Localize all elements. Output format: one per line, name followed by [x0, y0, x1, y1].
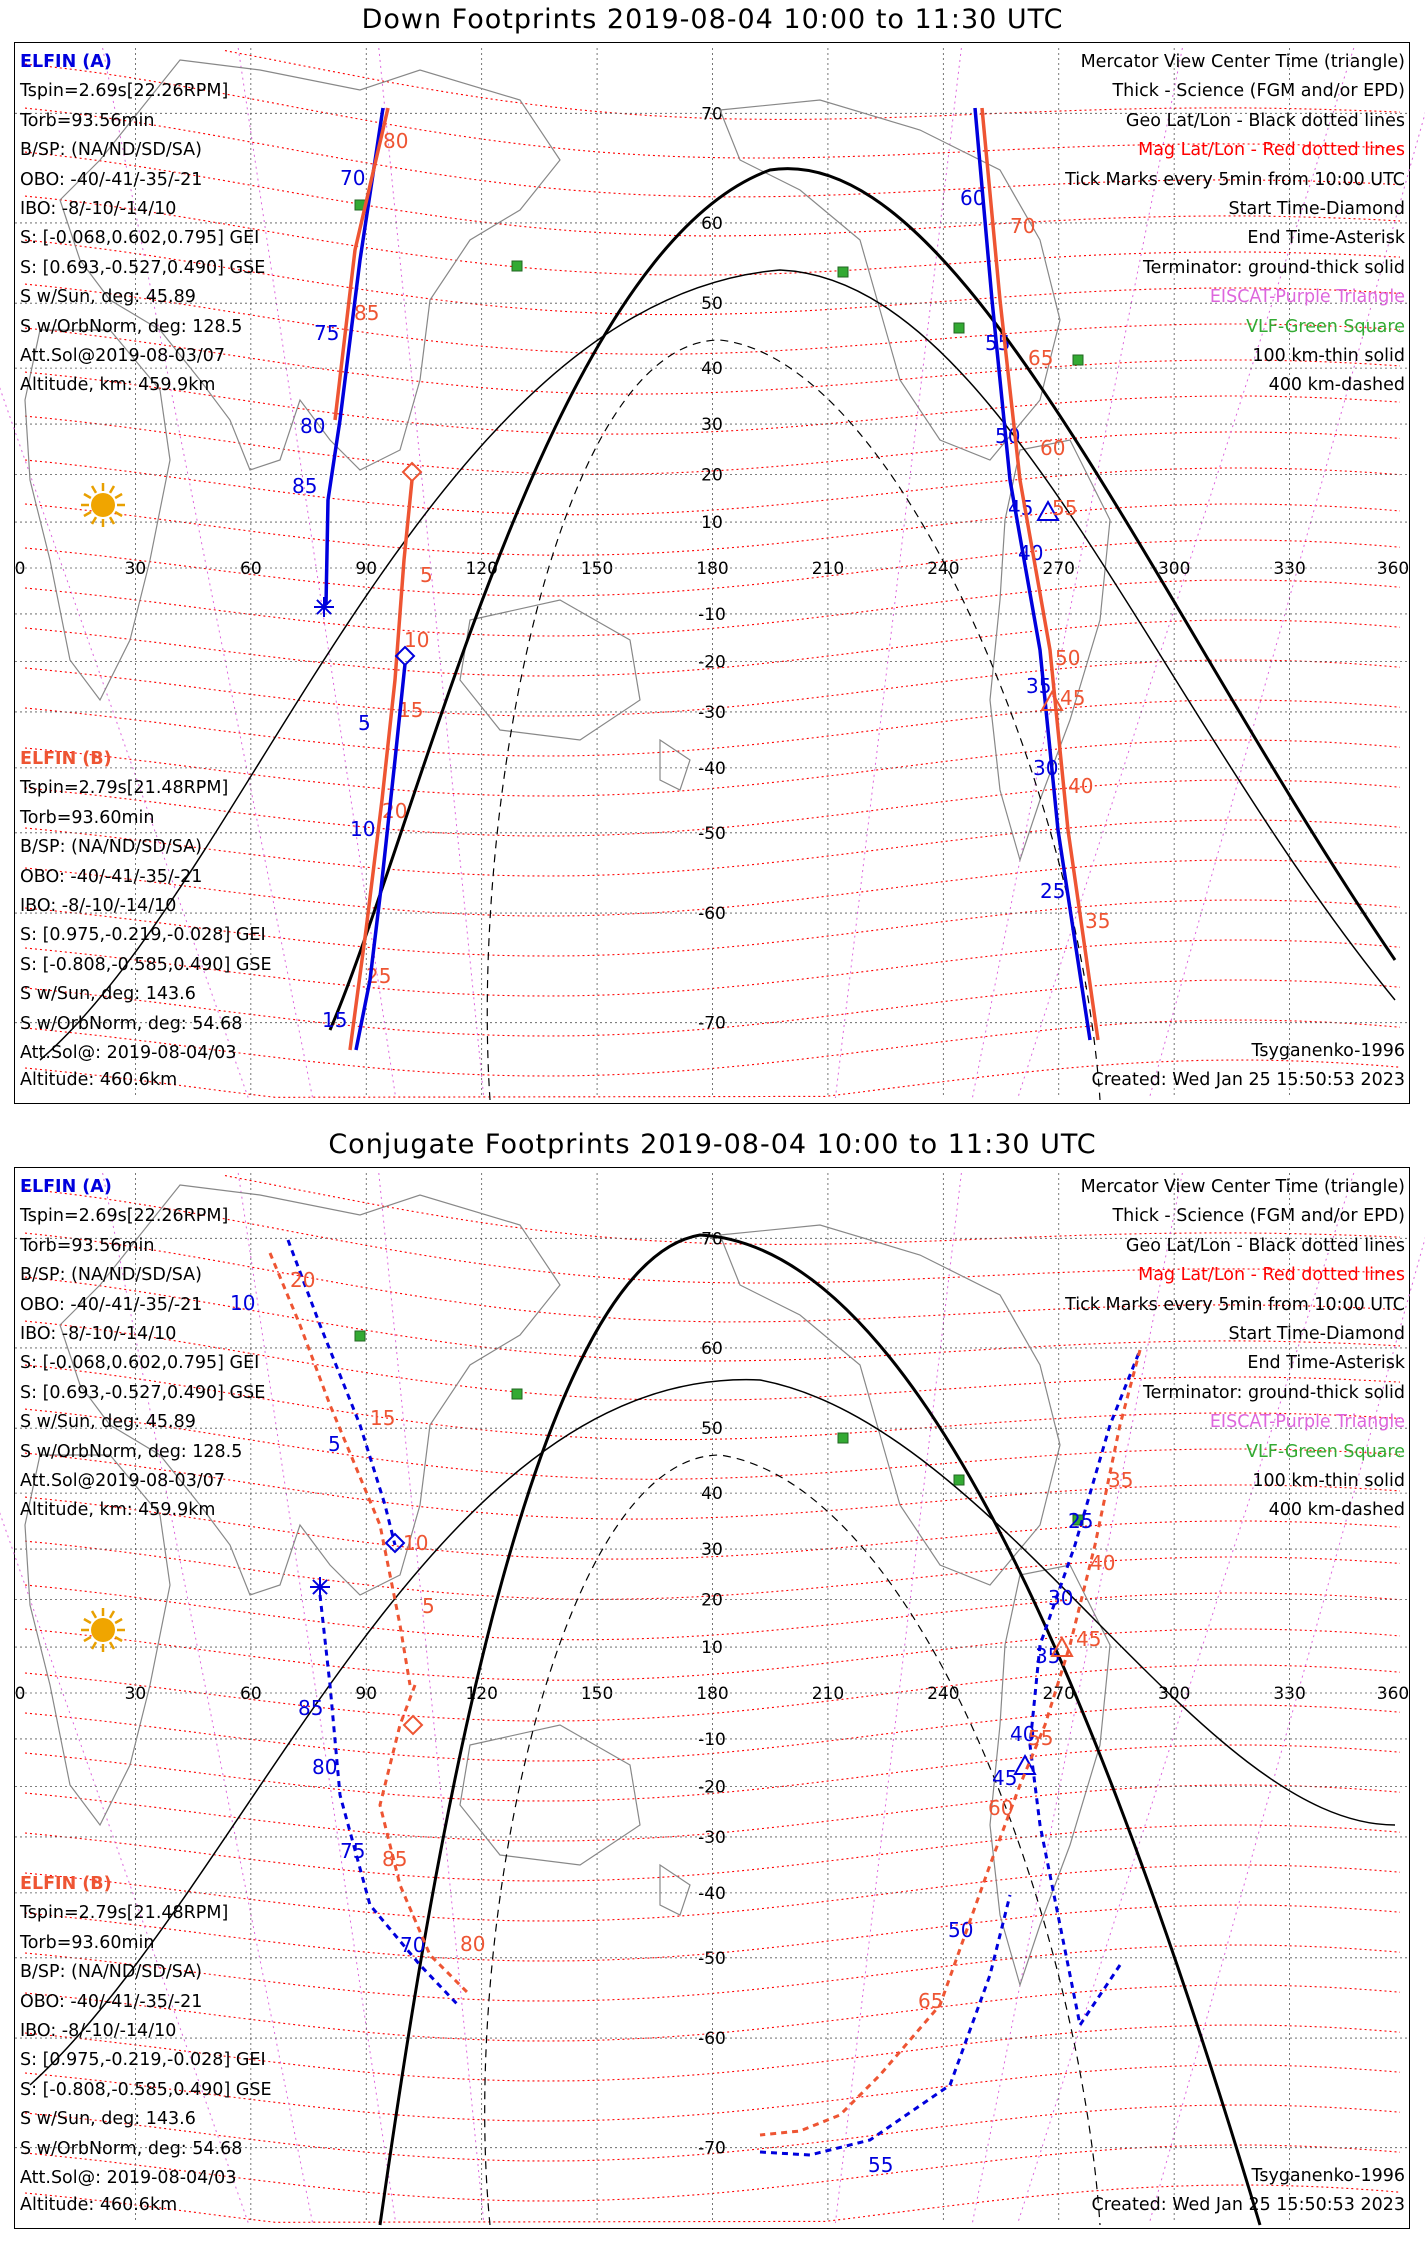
elfin-b-attsol: Att.Sol@: 2019-08-04/03 — [20, 2168, 237, 2189]
lon-tick-label: 90 — [355, 559, 378, 579]
vlf-square — [355, 1331, 365, 1341]
legend-100km: 100 km-thin solid — [1252, 346, 1405, 367]
lat-tick-label: -60 — [698, 904, 726, 925]
lon-tick-label: 330 — [1273, 559, 1306, 579]
elfin-a-tick-label: 30 — [1033, 756, 1059, 780]
lat-tick-label: 70 — [701, 104, 723, 125]
elfin-a-tick-label: 75 — [340, 1839, 366, 1863]
elfin-b-torb: Torb=93.60min — [20, 1932, 155, 1953]
elfin-a-bsp: B/SP: (NA/ND/SD/SA) — [20, 140, 202, 161]
elfin-a-tick-label: 75 — [314, 321, 340, 345]
sun-icon — [81, 1608, 125, 1652]
elfin-b-gse: S: [-0.808,-0.585,0.490] GSE — [20, 2079, 272, 2100]
elfin-a-tick-label: 55 — [985, 331, 1011, 355]
lat-tick-label: -40 — [698, 1883, 726, 1904]
coastline — [720, 1225, 1060, 1585]
legend — [1065, 1173, 1405, 1526]
lon-tick-label: 360 — [1376, 559, 1410, 579]
elfin-a-tspin: Tspin=2.69s[22.26RPM] — [20, 81, 229, 102]
legend-mag-grid: Mag Lat/Lon - Red dotted lines — [1138, 140, 1405, 161]
elfin-b-tick-label: 15 — [370, 1406, 396, 1430]
lat-tick-label: 20 — [701, 1590, 723, 1611]
elfin-a-tick-label: 70 — [400, 1933, 426, 1957]
elfin-b-tick-label: 55 — [1052, 496, 1078, 520]
elfin-b-tick-label: 45 — [1060, 686, 1086, 710]
lat-tick-label: -30 — [698, 702, 726, 723]
legend-400km: 400 km-dashed — [1268, 375, 1405, 396]
elfin-b-sun-angle: S w/Sun, deg: 143.6 — [20, 984, 196, 1005]
elfin-b-altitude: Altitude: 460.6km — [20, 1070, 178, 1090]
lon-tick-label: 120 — [465, 559, 498, 579]
elfin-b-tspin: Tspin=2.79s[21.48RPM] — [20, 778, 229, 799]
lon-tick-label: 210 — [811, 1684, 845, 1704]
lon-tick-label: 240 — [927, 1684, 960, 1704]
lat-tick-label: -70 — [698, 1013, 726, 1034]
elfin-b-header: ELFIN (B) — [20, 749, 112, 769]
elfin-b-track — [270, 1253, 410, 1685]
lat-tick-label: 10 — [701, 1638, 723, 1659]
elfin-a-info — [20, 1173, 265, 1526]
elfin-a-gse: S: [0.693,-0.527,0.490] GSE — [20, 1382, 266, 1403]
legend-geo-grid: Geo Lat/Lon - Black dotted lines — [1125, 1235, 1405, 1256]
lat-tick-label: -50 — [698, 1948, 726, 1969]
elfin-a-tick-label: 70 — [340, 166, 366, 190]
elfin-b-tick-label: 85 — [354, 301, 380, 325]
legend-400km: 400 km-dashed — [1268, 1500, 1405, 1521]
legend-tick-marks: Tick Marks every 5min from 10:00 UTC — [1065, 169, 1405, 190]
terminator-400km — [485, 1455, 1100, 2225]
lon-tick-label: 270 — [1042, 559, 1075, 579]
elfin-a-tick-label: 60 — [960, 186, 986, 210]
elfin-b-track — [335, 108, 388, 420]
elfin-a-tick-label: 25 — [1068, 1509, 1094, 1533]
elfin-b-tick-label: 10 — [403, 1531, 429, 1555]
elfin-a-ibo: IBO: -8/-10/-14/10 — [20, 1324, 177, 1345]
legend-eiscat: EISCAT-Purple Triangle — [1209, 1412, 1405, 1433]
legend-tick-marks: Tick Marks every 5min from 10:00 UTC — [1065, 1294, 1405, 1315]
elfin-b-tick-label: 25 — [366, 964, 392, 988]
elfin-b-tick-label: 40 — [1090, 1551, 1116, 1575]
elfin-a-tick-label: 80 — [312, 1755, 338, 1779]
elfin-a-tick-label: 25 — [1040, 879, 1066, 903]
elfin-a-obo: OBO: -40/-41/-35/-21 — [20, 1294, 203, 1315]
lon-tick-label: 360 — [1376, 1684, 1410, 1704]
elfin-a-tick-label: 35 — [1035, 1644, 1061, 1668]
elfin-a-orbnorm-angle: S w/OrbNorm, deg: 128.5 — [20, 1441, 243, 1462]
elfin-b-torb: Torb=93.60min — [20, 807, 155, 828]
elfin-b-attsol: Att.Sol@: 2019-08-04/03 — [20, 1043, 237, 1064]
elfin-b-tick-label: 50 — [1055, 646, 1081, 670]
elfin-b-tick-label: 35 — [1108, 1468, 1134, 1492]
elfin-a-sun-angle: S w/Sun, deg: 45.89 — [20, 287, 196, 308]
elfin-b-sun-angle: S w/Sun, deg: 143.6 — [20, 2109, 196, 2130]
elfin-b-orbnorm-angle: S w/OrbNorm, deg: 54.68 — [20, 1013, 243, 1034]
legend-thick: Thick - Science (FGM and/or EPD) — [1112, 1206, 1405, 1227]
elfin-a-gei: S: [-0.068,0.602,0.795] GEI — [20, 1353, 260, 1374]
elfin-a-tick-label: 45 — [1008, 496, 1034, 520]
vlf-square — [954, 323, 964, 333]
elfin-a-tick-label: 45 — [992, 1766, 1018, 1790]
created-timestamp: Created: Wed Jan 25 15:50:53 2023 — [1091, 1070, 1405, 1090]
elfin-b-tick-label: 85 — [382, 1847, 408, 1871]
lon-tick-label: 240 — [927, 559, 960, 579]
lat-tick-label: -20 — [698, 652, 726, 673]
legend-terminator: Terminator: ground-thick solid — [1142, 1382, 1405, 1403]
elfin-a-torb: Torb=93.56min — [20, 1235, 155, 1256]
elfin-b-altitude: Altitude: 460.6km — [20, 2195, 178, 2215]
lat-tick-label: -70 — [698, 2138, 726, 2159]
elfin-a-tick-label: 85 — [292, 474, 318, 498]
elfin-b-tick-label: 5 — [420, 563, 433, 587]
elfin-b-tick-label: 60 — [988, 1796, 1014, 1820]
coastline — [660, 1865, 690, 1915]
elfin-b-ibo: IBO: -8/-10/-14/10 — [20, 2021, 177, 2042]
lon-tick-label: 30 — [124, 1684, 147, 1704]
elfin-a-tick-label: 5 — [358, 711, 371, 735]
elfin-b-info — [20, 745, 272, 1068]
elfin-b-tspin: Tspin=2.79s[21.48RPM] — [20, 1903, 229, 1924]
lat-tick-label: 30 — [701, 415, 723, 436]
legend — [1065, 48, 1405, 401]
elfin-b-info — [20, 1870, 272, 2193]
elfin-a-tick-label: 40 — [1010, 1722, 1036, 1746]
conjugate-footprints-panel — [0, 1125, 1425, 2250]
elfin-b-gei: S: [0.975,-0.219,-0.028] GEI — [20, 925, 266, 946]
legend-mag-grid: Mag Lat/Lon - Red dotted lines — [1138, 1265, 1405, 1286]
elfin-a-tick-label: 40 — [1018, 541, 1044, 565]
legend-end-time: End Time-Asterisk — [1247, 228, 1405, 249]
vlf-square — [954, 1475, 964, 1485]
lat-tick-label: -40 — [698, 758, 726, 779]
elfin-b-gei: S: [0.975,-0.219,-0.028] GEI — [20, 2050, 266, 2071]
lon-tick-label: 90 — [355, 1684, 378, 1704]
elfin-a-header: ELFIN (A) — [20, 1177, 112, 1197]
panel-title: Down Footprints 2019-08-04 10:00 to 11:30 UTC — [361, 4, 1064, 35]
lat-tick-label: -10 — [698, 604, 726, 625]
lat-tick-label: 60 — [701, 1338, 723, 1359]
legend-geo-grid: Geo Lat/Lon - Black dotted lines — [1125, 110, 1405, 131]
sun-icon — [81, 483, 125, 527]
coastline — [460, 1725, 640, 1865]
elfin-a-tick-label: 15 — [322, 1008, 348, 1032]
elfin-a-attsol: Att.Sol@2019-08-03/07 — [20, 346, 225, 367]
elfin-b-tick-label: 65 — [1028, 346, 1054, 370]
legend-eiscat: EISCAT-Purple Triangle — [1209, 287, 1405, 308]
elfin-b-start-diamond — [404, 1716, 422, 1734]
panel-title: Conjugate Footprints 2019-08-04 10:00 to 11:30 UTC — [328, 1129, 1097, 1160]
elfin-a-gse: S: [0.693,-0.527,0.490] GSE — [20, 257, 266, 278]
elfin-a-attsol: Att.Sol@2019-08-03/07 — [20, 1471, 225, 1492]
lon-tick-label: 300 — [1157, 559, 1191, 579]
elfin-b-tick-label: 15 — [398, 698, 424, 722]
elfin-a-altitude: Altitude, km: 459.9km — [20, 375, 216, 396]
elfin-a-tick-label: 85 — [298, 1696, 324, 1720]
vlf-square — [512, 1389, 522, 1399]
legend-vlf: VLF-Green Square — [1246, 316, 1405, 337]
lon-tick-label: 210 — [811, 559, 845, 579]
field-model: Tsyganenko-1996 — [1251, 1041, 1405, 1061]
elfin-a-gei: S: [-0.068,0.602,0.795] GEI — [20, 228, 260, 249]
lat-tick-label: 30 — [701, 1540, 723, 1561]
elfin-a-torb: Torb=93.56min — [20, 110, 155, 131]
elfin-a-end-asterisk — [310, 1577, 330, 1597]
elfin-a-header: ELFIN (A) — [20, 52, 112, 72]
legend-terminator: Terminator: ground-thick solid — [1142, 257, 1405, 278]
lon-tick-label: 60 — [240, 1684, 262, 1704]
elfin-a-info — [20, 48, 265, 401]
legend-thick: Thick - Science (FGM and/or EPD) — [1112, 81, 1405, 102]
lat-tick-label: -30 — [698, 1827, 726, 1848]
lat-tick-label: -20 — [698, 1777, 726, 1798]
elfin-a-altitude: Altitude, km: 459.9km — [20, 1500, 216, 1521]
legend-end-time: End Time-Asterisk — [1247, 1353, 1405, 1374]
legend-view-center: Mercator View Center Time (triangle) — [1080, 1177, 1405, 1197]
elfin-a-sun-angle: S w/Sun, deg: 45.89 — [20, 1412, 196, 1433]
lon-tick-label: 0 — [14, 559, 26, 579]
elfin-a-orbnorm-angle: S w/OrbNorm, deg: 128.5 — [20, 316, 243, 337]
lon-tick-label: 30 — [124, 559, 147, 579]
elfin-a-end-asterisk — [314, 597, 334, 617]
lat-tick-label: 50 — [701, 1419, 723, 1440]
lon-tick-label: 150 — [580, 559, 614, 579]
elfin-b-tick-label: 65 — [918, 1989, 944, 2013]
elfin-a-ibo: IBO: -8/-10/-14/10 — [20, 199, 177, 220]
elfin-b-bsp: B/SP: (NA/ND/SD/SA) — [20, 1962, 202, 1983]
elfin-b-tick-label: 55 — [1028, 1726, 1054, 1750]
lon-tick-label: 120 — [465, 1684, 498, 1704]
lat-tick-label: -50 — [698, 823, 726, 844]
elfin-a-tick-label: 50 — [948, 1918, 974, 1942]
vlf-square — [512, 261, 522, 271]
elfin-b-tick-label: 70 — [1010, 214, 1036, 238]
lon-tick-label: 330 — [1273, 1684, 1306, 1704]
elfin-a-track — [320, 1595, 458, 2005]
elfin-a-tick-label: 35 — [1026, 674, 1052, 698]
lon-tick-label: 300 — [1157, 1684, 1191, 1704]
coastline — [720, 100, 1060, 460]
vlf-square — [838, 267, 848, 277]
created-timestamp: Created: Wed Jan 25 15:50:53 2023 — [1091, 2195, 1405, 2215]
vlf-square — [838, 1433, 848, 1443]
elfin-b-bsp: B/SP: (NA/ND/SD/SA) — [20, 837, 202, 858]
lat-tick-label: 70 — [701, 1229, 723, 1250]
elfin-a-tick-label: 80 — [300, 414, 326, 438]
elfin-a-obo: OBO: -40/-41/-35/-21 — [20, 169, 203, 190]
field-model: Tsyganenko-1996 — [1251, 2166, 1405, 2186]
lat-tick-label: 40 — [701, 359, 723, 380]
elfin-a-bsp: B/SP: (NA/ND/SD/SA) — [20, 1265, 202, 1286]
lon-tick-label: 150 — [580, 1684, 614, 1704]
lat-tick-label: 10 — [701, 513, 723, 534]
lat-tick-label: 60 — [701, 213, 723, 234]
lat-tick-label: 40 — [701, 1484, 723, 1505]
lat-tick-label: 50 — [701, 294, 723, 315]
lon-tick-label: 180 — [696, 559, 729, 579]
elfin-b-tick-label: 10 — [404, 628, 430, 652]
elfin-b-tick-label: 40 — [1068, 774, 1094, 798]
elfin-b-obo: OBO: -40/-41/-35/-21 — [20, 1991, 203, 2012]
legend-vlf: VLF-Green Square — [1246, 1441, 1405, 1462]
elfin-a-tick-label: 30 — [1048, 1586, 1074, 1610]
lat-tick-label: 20 — [701, 465, 723, 486]
lon-tick-label: 0 — [14, 1684, 26, 1704]
elfin-b-obo: OBO: -40/-41/-35/-21 — [20, 866, 203, 887]
elfin-b-orbnorm-angle: S w/OrbNorm, deg: 54.68 — [20, 2138, 243, 2159]
coastline — [660, 740, 690, 790]
lat-tick-label: -10 — [698, 1729, 726, 1750]
elfin-b-tick-label: 20 — [290, 1268, 316, 1292]
elfin-b-tick-label: 45 — [1076, 1627, 1102, 1651]
elfin-a-tick-label: 55 — [868, 2153, 894, 2177]
legend-start-time: Start Time-Diamond — [1228, 1324, 1405, 1345]
coastline — [460, 600, 640, 740]
elfin-b-tick-label: 80 — [383, 129, 409, 153]
elfin-a-tick-label: 50 — [995, 424, 1021, 448]
elfin-a-tick-label: 5 — [328, 1432, 341, 1456]
elfin-a-tick-label: 10 — [230, 1291, 256, 1315]
legend-view-center: Mercator View Center Time (triangle) — [1080, 52, 1405, 72]
elfin-b-ibo: IBO: -8/-10/-14/10 — [20, 896, 177, 917]
elfin-b-tick-label: 80 — [460, 1932, 486, 1956]
elfin-b-tick-label: 60 — [1040, 436, 1066, 460]
lon-tick-label: 60 — [240, 559, 262, 579]
lon-tick-label: 270 — [1042, 1684, 1075, 1704]
elfin-a-tick-label: 10 — [350, 817, 376, 841]
elfin-b-tick-label: 5 — [422, 1594, 435, 1618]
elfin-a-tspin: Tspin=2.69s[22.26RPM] — [20, 1206, 229, 1227]
legend-start-time: Start Time-Diamond — [1228, 199, 1405, 220]
elfin-b-header: ELFIN (B) — [20, 1874, 112, 1894]
lat-tick-label: -60 — [698, 2029, 726, 2050]
elfin-b-tick-label: 35 — [1085, 909, 1111, 933]
elfin-b-gse: S: [-0.808,-0.585,0.490] GSE — [20, 954, 272, 975]
legend-100km: 100 km-thin solid — [1252, 1471, 1405, 1492]
lon-tick-label: 180 — [696, 1684, 729, 1704]
elfin-b-tick-label: 20 — [382, 799, 408, 823]
